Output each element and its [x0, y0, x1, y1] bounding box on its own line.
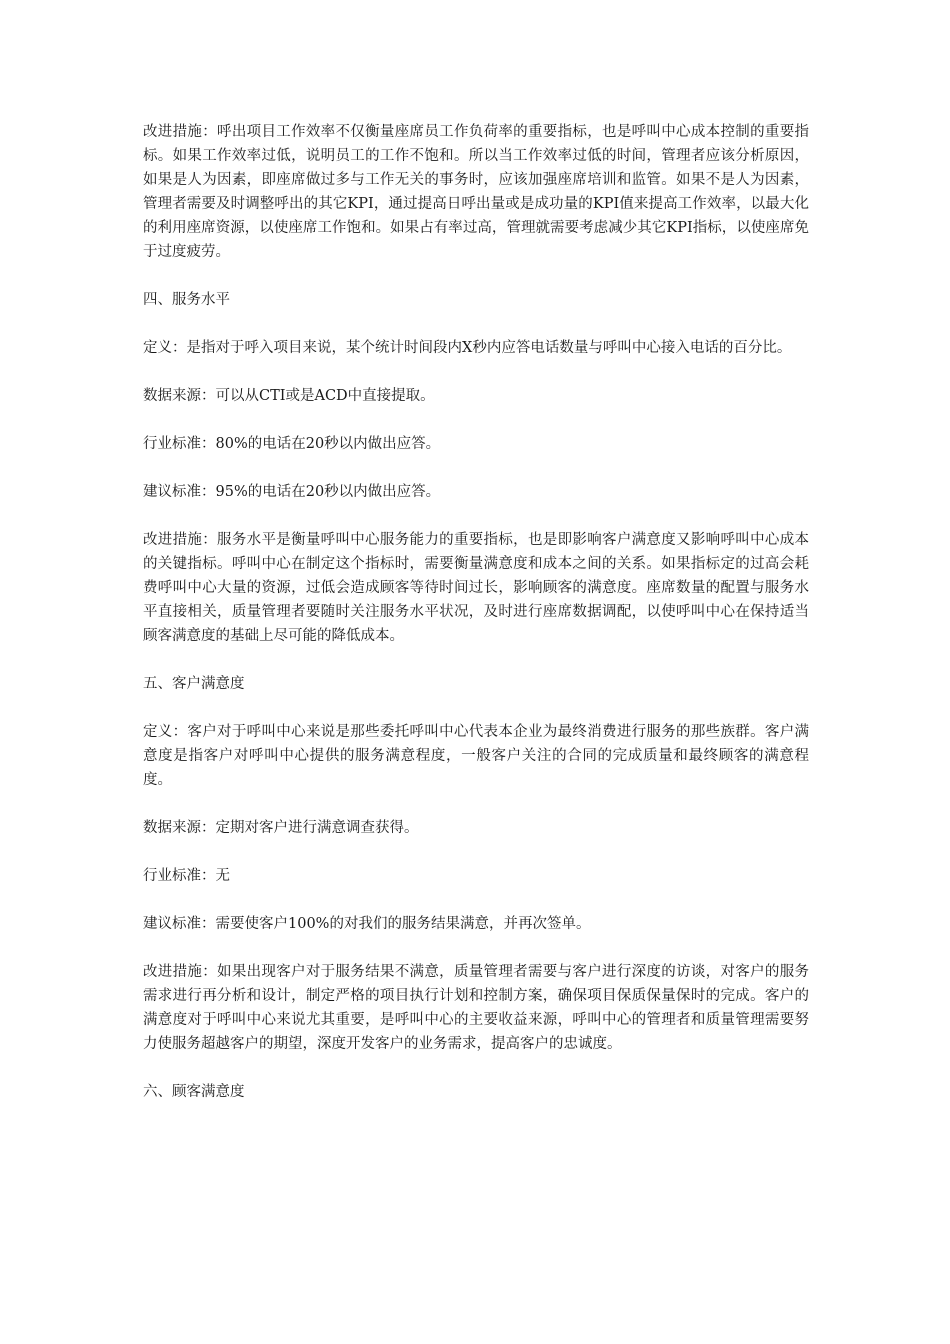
paragraph-improvement-efficiency: 改进措施：呼出项目工作效率不仅衡量座席员工作负荷率的重要指标，也是呼叫中心成本控制的重要指标。如果工作效率过低，说明员工的工作不饱和。所以当工作效率过低的时间，管理者应该分析原因，如果是人为因素，即座席做过多与工作无关的事务时，应该加强座席培训和监管。如果不是人为因素，管理者需要及时调整呼出的其它KPI，通过提高日呼出量或是成功量的KPI值来提高工作效率，以最大化的利用座席资源，以使座席工作饱和。如果占有率过高，管理就需要考虑减少其它KPI指标，以使座席免于过度疲劳。 — [143, 124, 809, 260]
section-heading-customer-satisfaction: 六、顾客满意度 — [143, 1084, 245, 1100]
paragraph-definition-client-satisfaction: 定义：客户对于呼叫中心来说是那些委托呼叫中心代表本企业为最终消费进行服务的那些族群。客户满意度是指客户对呼叫中心提供的服务满意程度，一般客户关注的合同的完成质量和最终顾客的满意程度。 — [143, 724, 809, 788]
paragraph-industry-standard-client-satisfaction: 行业标准：无 — [143, 868, 230, 884]
paragraph-recommended-standard-service-level: 建议标准：95%的电话在20秒以内做出应答。 — [143, 484, 441, 500]
paragraph-improvement-service-level: 改进措施：服务水平是衡量呼叫中心服务能力的重要指标，也是即影响客户满意度又影响呼叫中心成本的关键指标。呼叫中心在制定这个指标时，需要衡量满意度和成本之间的关系。如果指标定的过高会耗费呼叫中心大量的资源，过低会造成顾客等待时间过长，影响顾客的满意度。座席数量的配置与服务水平直接相关，质量管理者要随时关注服务水平状况，及时进行座席数据调配，以使呼叫中心在保持适当顾客满意度的基础上尽可能的降低成本。 — [143, 532, 809, 644]
section-heading-service-level: 四、服务水平 — [143, 292, 230, 308]
paragraph-industry-standard-service-level: 行业标准：80%的电话在20秒以内做出应答。 — [143, 436, 441, 452]
document-page — [143, 120, 809, 1128]
paragraph-definition-service-level: 定义：是指对于呼入项目来说，某个统计时间段内X秒内应答电话数量与呼叫中心接入电话的百分比。 — [143, 340, 792, 356]
section-heading-client-satisfaction: 五、客户满意度 — [143, 676, 245, 692]
paragraph-data-source-service-level: 数据来源：可以从CTI或是ACD中直接提取。 — [143, 388, 435, 404]
paragraph-recommended-standard-client-satisfaction: 建议标准：需要使客户100%的对我们的服务结果满意，并再次签单。 — [143, 916, 591, 932]
paragraph-improvement-client-satisfaction: 改进措施：如果出现客户对于服务结果不满意，质量管理者需要与客户进行深度的访谈，对客户的服务需求进行再分析和设计，制定严格的项目执行计划和控制方案，确保项目保质保量保时的完成。客户的满意度对于呼叫中心来说尤其重要，是呼叫中心的主要收益来源，呼叫中心的管理者和质量管理需要努力使服务超越客户的期望，深度开发客户的业务需求，提高客户的忠诚度。 — [143, 964, 809, 1052]
paragraph-data-source-client-satisfaction: 数据来源：定期对客户进行满意调查获得。 — [143, 820, 419, 836]
